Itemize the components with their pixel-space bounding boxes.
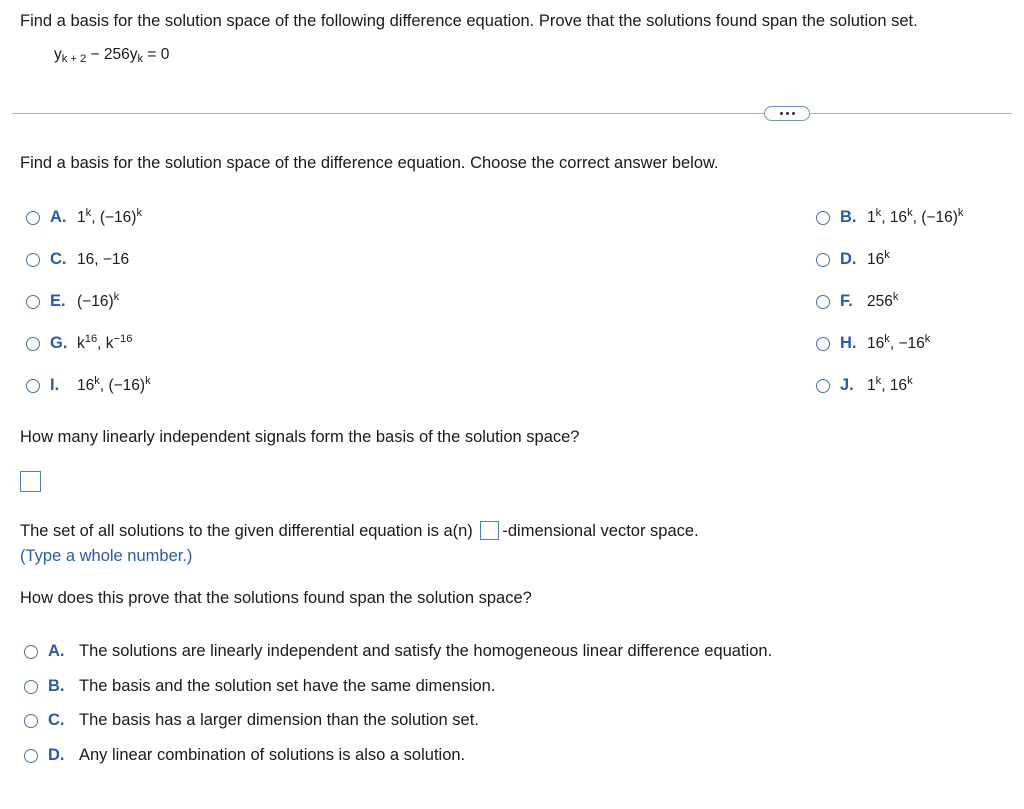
radio-button[interactable] — [816, 253, 830, 267]
q1-prompt: Find a basis for the solution space of the difference equation. Choose the correct answer below. — [20, 154, 719, 172]
option-text: The basis and the solution set have the same dimension. — [79, 677, 496, 695]
q3-sentence: The set of all solutions to the given differential equation is a(n) -dimensional vector space. — [20, 522, 699, 540]
option-text: $(-16)^k$ — [77, 290, 120, 310]
q1-option-b[interactable]: B. 1$^k$, 16$^k$, $(-16)^k$ — [816, 208, 963, 227]
radio-button[interactable] — [816, 295, 830, 309]
q4-option-d[interactable]: D. Any linear combination of solutions is also a solution. — [24, 746, 465, 765]
option-text: $k^{16}$, $k^{-16}$ — [77, 332, 133, 352]
q2-prompt: How many linearly independent signals form the basis of the solution space? — [20, 428, 580, 446]
q1-option-c[interactable]: C. 16, −16 — [26, 250, 129, 269]
more-options-button[interactable] — [764, 106, 810, 121]
q1-option-e[interactable]: E. $(-16)^k$ — [26, 292, 119, 311]
radio-button[interactable] — [816, 211, 830, 225]
radio-button[interactable] — [26, 295, 40, 309]
q1-option-j[interactable]: J. 1$^k$, 16$^k$ — [816, 376, 913, 395]
q3-hint: (Type a whole number.) — [20, 547, 193, 565]
q1-option-i[interactable]: I. 16$^k$, $(-16)^k$ — [26, 376, 151, 395]
problem-instruction: Find a basis for the solution space of the following difference equation. Prove that the solutions found span the solution set. — [20, 12, 918, 30]
option-text: Any linear combination of solutions is also a solution. — [79, 746, 466, 764]
option-text: The solutions are linearly independent and satisfy the homogeneous linear difference equation. — [79, 642, 773, 660]
q4-option-a[interactable]: A. The solutions are linearly independent and satisfy the homogeneous linear difference equation. — [24, 642, 772, 661]
option-text: 16, −16 — [77, 250, 130, 268]
q1-option-h[interactable]: H. $16^k$, $-16^k$ — [816, 334, 930, 353]
option-text: 16$^k$ — [867, 248, 890, 268]
radio-button[interactable] — [816, 379, 830, 393]
radio-button[interactable] — [24, 645, 38, 659]
option-text: $16^k$, $-16^k$ — [867, 332, 931, 352]
q1-option-d[interactable]: D. 16$^k$ — [816, 250, 890, 269]
basis-count-input[interactable] — [20, 471, 41, 492]
q1-option-a[interactable]: A. 1$^k$, $(-16)^k$ — [26, 208, 142, 227]
q4-option-c[interactable]: C. The basis has a larger dimension than the solution set. — [24, 711, 479, 730]
radio-button[interactable] — [26, 253, 40, 267]
q4-option-b[interactable]: B. The basis and the solution set have the same dimension. — [24, 677, 495, 696]
radio-button[interactable] — [24, 749, 38, 763]
dimension-input[interactable] — [480, 521, 499, 540]
radio-button[interactable] — [26, 379, 40, 393]
radio-button[interactable] — [24, 680, 38, 694]
q1-option-f[interactable]: F. 256$^k$ — [816, 292, 898, 311]
radio-button[interactable] — [26, 337, 40, 351]
ellipsis-icon — [780, 112, 783, 115]
q1-option-g[interactable]: G. $k^{16}$, $k^{-16}$ — [26, 334, 132, 353]
option-text: 1$^k$, 16$^k$ — [867, 374, 913, 394]
radio-button[interactable] — [24, 714, 38, 728]
option-text: 1$^k$, $(-16)^k$ — [77, 206, 143, 226]
radio-button[interactable] — [26, 211, 40, 225]
q4-prompt: How does this prove that the solutions found span the solution space? — [20, 589, 532, 607]
radio-button[interactable] — [816, 337, 830, 351]
option-text: 256$^k$ — [867, 290, 899, 310]
section-divider — [12, 113, 1012, 114]
option-text: 1$^k$, 16$^k$, $(-16)^k$ — [867, 206, 964, 226]
difference-equation: $y_{k + 2} - 256y_k = 0$ — [54, 46, 170, 65]
option-text: The basis has a larger dimension than the solution set. — [79, 711, 479, 729]
option-text: 16$^k$, $(-16)^k$ — [77, 374, 151, 394]
